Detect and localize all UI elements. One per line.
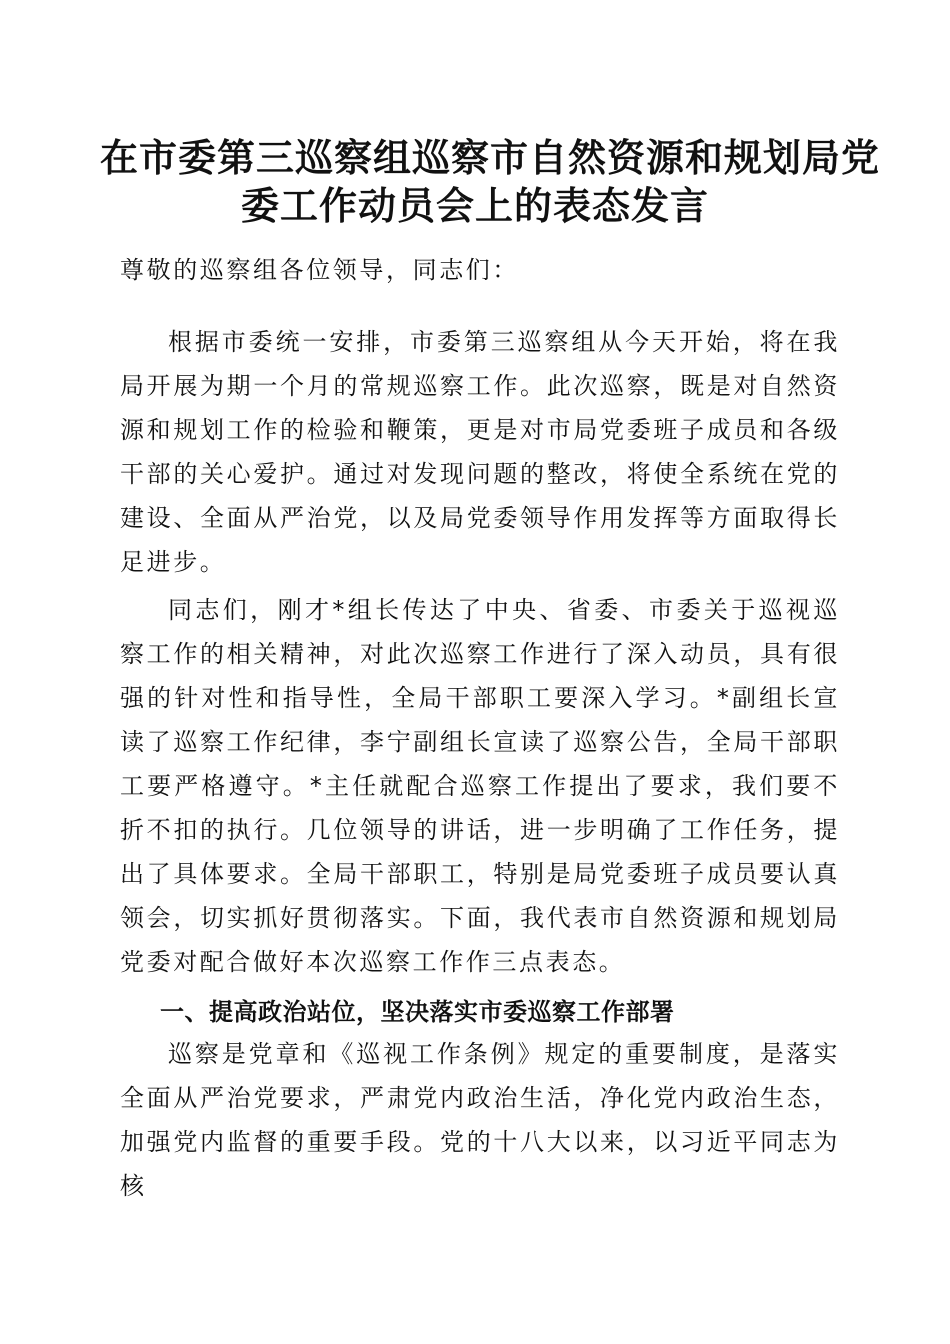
paragraph-comrades: 同志们，刚才*组长传达了中央、省委、市委关于巡视巡察工作的相关精神，对此次巡察工作进行了深入动员，具有很强的针对性和指导性，全局干部职工要深入学习。*副组长宣读了巡察工作纪律，李宁副组长宣读了巡察公告，全局干部职工要严格遵守。*主任就配合巡察工作提出了要求，我们要不折不扣的执行。几位领导的讲话，进一步明确了工作任务，提出了具体要求。全局干部职工，特别是局党委班子成员要认真领会，切实抓好贯彻落实。下面，我代表市自然资源和规划局党委对配合做好本次巡察工作作三点表态。	[120, 596, 840, 976]
section-1-paragraph: 巡察是党章和《巡视工作条例》规定的重要制度，是落实全面从严治党要求，严肃党内政治生活，净化党内政治生态，加强党内监督的重要手段。党的十八大以来，以习近平同志为核	[120, 1040, 840, 1200]
paragraph-intro: 根据市委统一安排，市委第三巡察组从今天开始，将在我局开展为期一个月的常规巡察工作。此次巡察，既是对自然资源和规划工作的检验和鞭策，更是对市局党委班子成员和各级干部的关心爱护。通过对发现问题的整改，将使全系统在党的建设、全面从严治党，以及局党委领导作用发挥等方面取得长足进步。	[120, 328, 840, 576]
section-heading-1: 一、提高政治站位，坚决落实市委巡察工作部署	[160, 998, 675, 1026]
document-title-line-1: 在市委第三巡察组巡察市自然资源和规划局党	[100, 135, 881, 180]
salutation: 尊敬的巡察组各位领导，同志们：	[120, 256, 519, 284]
document-title-line-2: 委工作动员会上的表态发言	[240, 183, 709, 228]
